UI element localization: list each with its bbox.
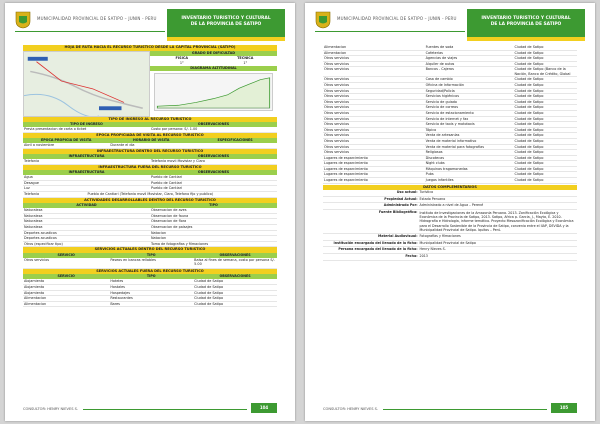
page-footer xyxy=(23,403,277,413)
info-row: Uso actual: Turístico xyxy=(323,190,577,197)
infra-in-title: INFRAESTRUCTURA DENTRO DEL RECURSO TURISTICO xyxy=(23,149,277,155)
table-row: Desague Pueblo de Cantiari xyxy=(23,181,277,187)
table-row: Agua Pueblo de Cantiari xyxy=(23,175,277,181)
table-row: Alojamiento Hoteles Ciudad de Satipo xyxy=(23,279,277,285)
table-row: Lugares de esparcimiento Discotecas Ciudad de Satipo xyxy=(323,156,577,162)
table-row: Naturaleza Observacion de paisajes xyxy=(23,225,277,231)
technical-value: 1° xyxy=(243,60,248,65)
left-content: HOJA DE RUTA HACIA EL RECURSO TURISTICO DESDE LA CAPITAL PROVINCIAL (SATIPO) GRADO DE DIFICULTAD FISICA TECNICA 1° 1° DIAGRAMA ALTITUDINAL TIPO DE INGRESO AL RECURSO TURISTICO TIPO DE INGRESO OBSERVACIONES Previa presentacion de carta o ticket Costo por persona: S/. 1.00 EPOCA PROPICIADA DE VISITA AL RECURSO TURISTICO EPOCA PROPICIA DE VISITA HORARIO DE VISITA ESPECIFICACIONES Abril a noviembre Durante el dia INFRAESTRUCTURA DENTRO DEL RECURSO TURISTICO INFRAESTRUCTURA OBSERVACIONES Telefonia Telefonia movil Movistar y Claro INFRAESTRUCTURA FUERA DEL RECURSO TURISTICO INFRAESTRUCTURA OBSERVACIONES Agua Pueblo de Cantiari Desague Pueblo de Cantiari Luz Pueblo de Cantiari Telefonia Pueblo de Cantiari (Telefonia movil Movistar, Claro, Telefono fijo y publico) ACTIVIDADES DESARROLLABLES DENTRO DEL RECURSO TURISTICO ACTIVIDAD TIPO Naturaleza Observacion de aves Naturaleza Observacion de fauna Naturaleza Observacion de flora Naturaleza Observacion de paisajes Deportes acuaticos Natacion Deportes acuaticos Natacion Otros (especificar tipo) Toma de fotografias y filmaciones SERVICIOS ACTUALES DENTRO DEL RECURSO TURISTICO SERVICIO TIPO OBSERVACIONES Otros servicios Paseos en bancas rellables Balsa al fines de semana, costo por persona S/. 5.00 SERVICIOS ACTUALES FUERA DEL RECURSO TURISTICO SERVICIO TIPO OBSERVACIONES Alojamiento Hoteles Ciudad de Satipo Alojamiento Hostales Ciudad de Satipo Alojamiento Hospedajes Ciudad de Satipo Alimentacion Restaurantes Ciudad de Satipo Alimentacion Bares Ciudad de Satipo xyxy=(23,45,277,307)
document-title: INVENTARIO TURISTICO Y CULTURAL DE LA PROVINCIA DE SATIPO xyxy=(467,9,585,37)
table-row: Otros servicios Oficina de Información Ciudad de Satipo xyxy=(323,83,577,89)
page-footer xyxy=(323,403,577,413)
services-in-title: SERVICIOS ACTUALES DENTRO DEL RECURSO TURISTICO xyxy=(23,247,277,253)
activities-title: ACTIVIDADES DESARROLLABLES DENTRO DEL RECURSO TURISTICO xyxy=(23,198,277,204)
municipality-name: MUNICIPALIDAD PROVINCIAL DE SATIPO – JUNIN - PERU xyxy=(37,16,157,21)
table-row: Otros (especificar tipo) Toma de fotografias y filmaciones xyxy=(23,242,277,248)
services-out-title: SERVICIOS ACTUALES FUERA DEL RECURSO TURISTICO xyxy=(23,269,277,275)
info-row: Institución encargada del llenado de la ficha: Municipalidad Provincial de Satipo xyxy=(323,241,577,248)
table-row: Naturaleza Observacion de fauna xyxy=(23,214,277,220)
table-row: Otros servicios Servicio de estacionamiento Ciudad de Satipo xyxy=(323,111,577,117)
municipality-name: MUNICIPALIDAD PROVINCIAL DE SATIPO – JUNIN - PERU xyxy=(337,16,457,21)
table-row: Otros servicios Servicio de guiado Ciudad de Satipo xyxy=(323,100,577,106)
table-row: Telefonia Pueblo de Cantiari (Telefonia movil Movistar, Claro, Telefono fijo y publico) xyxy=(23,192,277,198)
table-row: Otros servicios Paseos en bancas rellables Balsa al fines de semana, costo por persona S/. 5.00 xyxy=(23,258,277,269)
complementary-title: DATOS COMPLEMENTARIOS xyxy=(323,185,577,191)
table-row: Lugares de esparcimiento Pubs Ciudad de Satipo xyxy=(323,172,577,178)
document-title: INVENTARIO TURISTICO Y CULTURAL DE LA PROVINCIA DE SATIPO xyxy=(167,9,285,37)
route-map-section xyxy=(23,51,277,117)
table-row: Otros servicios Casa de cambio Ciudad de Satipo xyxy=(323,77,577,83)
table-row: Otros servicios Venta de artesanías Ciudad de Satipo xyxy=(323,133,577,139)
table-row: Otros servicios Seguridad/Policía Ciudad de Satipo xyxy=(323,89,577,95)
table-row: Alojamiento Hostales Ciudad de Satipo xyxy=(23,285,277,291)
season-title: EPOCA PROPICIADA DE VISITA AL RECURSO TURISTICO xyxy=(23,133,277,139)
table-row: Otros servicios Venta de material informativo Ciudad de Satipo xyxy=(323,139,577,145)
table-row: Naturaleza Observacion de flora xyxy=(23,219,277,225)
table-row: Otros servicios Servicios higiénicos Ciudad de Satipo xyxy=(323,94,577,100)
page-number: 104 xyxy=(251,403,277,413)
route-map xyxy=(23,51,150,117)
technical-label: TECNICA xyxy=(237,55,254,60)
info-row: Administrado Por: Administrado a nivel de Agua – Perené xyxy=(323,203,577,210)
info-row: Fecha: 2013 xyxy=(323,254,577,261)
table-row: Lugares de esparcimiento Máquinas tragamonedas Ciudad de Satipo xyxy=(323,167,577,173)
consultant-name: CONSULTOR: HENRY NIEVES S. xyxy=(323,407,379,411)
table-row: Otros servicios Bancos - Cajeros Ciudad de Satipo (Banco de la Nación, Banco de Crédito, Global xyxy=(323,67,577,77)
info-row: Persona encargada del llenado de la ficha: Henry Nieves S. xyxy=(323,247,577,254)
table-row: Alimentacion Cafeterias Ciudad de Satipo xyxy=(323,51,577,57)
access-title: TIPO DE INGRESO AL RECURSO TURISTICO xyxy=(23,117,277,123)
table-row: Otros servicios Servicio de correos Ciudad de Satipo xyxy=(323,105,577,111)
difficulty-header: GRADO DE DIFICULTAD xyxy=(150,51,277,56)
page-104 xyxy=(5,3,295,421)
table-row: Alimentacion Fuentes de soda Ciudad de Satipo xyxy=(323,45,577,51)
info-row: Material Audiovisual: Fotografías y filmaciones xyxy=(323,234,577,241)
table-row: Previa presentacion de carta o ticket Costo por persona: S/. 1.00 xyxy=(23,127,277,133)
page-105 xyxy=(305,3,595,421)
table-row: Deportes acuaticos Natacion xyxy=(23,236,277,242)
infra-out-title: INFRAESTRUCTURA FUERA DEL RECURSO TURISTICO xyxy=(23,165,277,171)
table-row: Naturaleza Observacion de aves xyxy=(23,208,277,214)
table-row: Deportes acuaticos Natacion xyxy=(23,231,277,237)
table-row: Abril a noviembre Durante el dia xyxy=(23,143,277,149)
info-row: Fuente Bibliográfica: Instituto de Investigaciones de la Amazonía Peruana. 2013. Zonificación Ecológica y Económica de la Provincia de Satipo, 2013. Satipo, Africa p. Garcia, J., Mayta, E. 2010. Hidrografía e Hidrología, informe temático. Proyecto Mesozonificación Ecológica y Económica para el Desarrollo Sostenible de la Provincia de Satipo, convenio entre el IIAP, DEVIDA y la Municipalidad Provincial de Satipo. Iquitos – Perú. xyxy=(323,210,577,234)
table-row: Otros servicios Tópico Ciudad de Satipo xyxy=(323,128,577,134)
consultant-name: CONSULTOR: HENRY NIEVES S. xyxy=(23,407,79,411)
page-header xyxy=(15,9,285,39)
table-row: Otros servicios Religiosos Ciudad de Satipo xyxy=(323,150,577,156)
table-row: Luz Pueblo de Cantiari xyxy=(23,186,277,192)
table-row: Alimentacion Bares Ciudad de Satipo xyxy=(23,302,277,308)
municipality-logo-icon xyxy=(15,11,31,29)
municipality-logo-icon xyxy=(315,11,331,29)
page-number: 105 xyxy=(551,403,577,413)
info-row: Propiedad Actual: Estado Peruano xyxy=(323,197,577,204)
table-row: Lugares de esparcimiento Juegos infantiles Ciudad de Satipo xyxy=(323,178,577,184)
physical-label: FISICA xyxy=(175,55,188,60)
table-row: Otros servicios Venta de material para fotografías Ciudad de Satipo xyxy=(323,145,577,151)
altitude-diagram xyxy=(154,73,273,111)
altitude-title: DIAGRAMA ALTITUDINAL xyxy=(150,66,277,71)
table-row: Otros servicios Agencias de viajes Ciudad de Satipo xyxy=(323,56,577,62)
route-title: HOJA DE RUTA HACIA EL RECURSO TURISTICO DESDE LA CAPITAL PROVINCIAL (SATIPO) xyxy=(23,45,277,51)
physical-value: 1° xyxy=(179,60,184,65)
table-row: Otros servicios Servicio de internet y fax Ciudad de Satipo xyxy=(323,117,577,123)
table-row: Otros servicios Alquiler de autos Ciudad de Satipo xyxy=(323,62,577,68)
table-row: Alimentacion Restaurantes Ciudad de Satipo xyxy=(23,296,277,302)
right-content xyxy=(323,45,577,261)
table-row: Lugares de esparcimiento Night clubs Ciudad de Satipo xyxy=(323,161,577,167)
table-row: Telefonia Telefonia movil Movistar y Claro xyxy=(23,159,277,165)
table-row: Otros servicios Servicio de taxis y mototaxis Ciudad de Satipo xyxy=(323,122,577,128)
table-row: Alojamiento Hospedajes Ciudad de Satipo xyxy=(23,291,277,297)
page-header xyxy=(315,9,585,39)
